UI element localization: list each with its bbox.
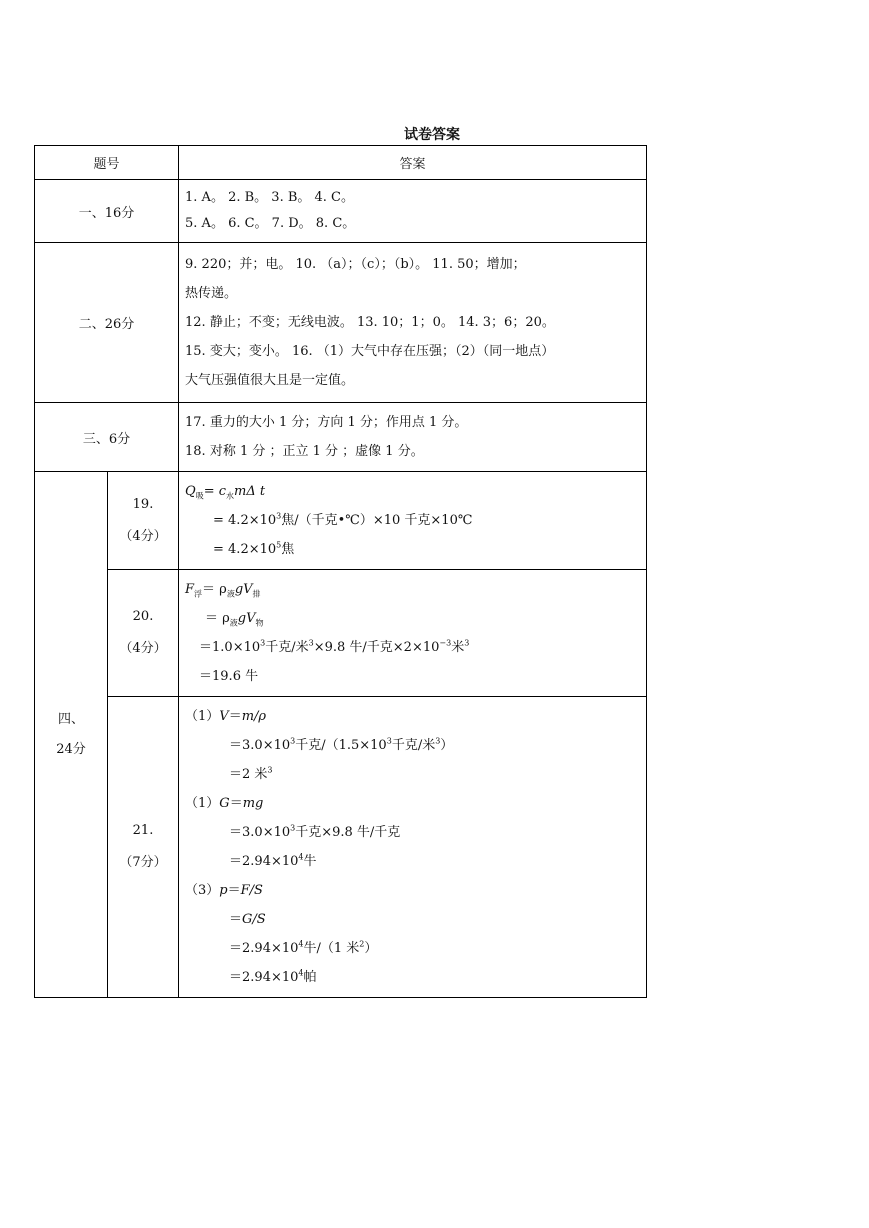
formula-line: （3）p＝F/S xyxy=(185,883,263,898)
question-20-answer xyxy=(179,570,647,697)
formula-line: = $4.2\times 10^5$焦 xyxy=(213,540,295,557)
answer-line: 1. A。 2. B。 3. B。 4. C。 xyxy=(185,190,354,205)
header-question-number: 题号 xyxy=(35,146,179,180)
header-row xyxy=(35,146,647,180)
formula-line: $=2.94\times 10^4$牛/（1 米$^2$） xyxy=(229,939,378,956)
section-1-label: 一、16分 xyxy=(35,180,179,243)
answer-line: 9. 220；并；电。 10. （a）；（c）；（b）。 11. 50；增加； xyxy=(185,257,526,272)
formula-line: ＝ $\rho_液gV_物$ xyxy=(205,611,264,628)
answer-line: 18. 对称 1 分 ；正立 1 分 ；虚像 1 分。 xyxy=(185,444,424,459)
formula-line: ＝G/S xyxy=(229,912,266,927)
answer-line: 15. 变大；变小。 16. （1）大气中存在压强；（2）（同一地点） xyxy=(185,344,555,359)
formula-line: （1）V＝m/ρ xyxy=(185,709,267,724)
answer-line: 17. 重力的大小 1 分；方向 1 分；作用点 1 分。 xyxy=(185,415,468,430)
formula-line: $=3.0\times 10^3$千克×9.8 牛/千克 xyxy=(229,823,401,840)
formula-line: $Q_吸= c_水m\Delta$ t xyxy=(185,484,266,501)
formula-line: $=3.0\times 10^3$千克$/(1.5\times 10^3$千克/米$^3$） xyxy=(229,736,454,753)
formula-line: （1）G＝mg xyxy=(185,796,264,811)
section-2-answers xyxy=(179,243,647,403)
section-1-answers xyxy=(179,180,647,243)
section-3-answers xyxy=(179,403,647,472)
question-21-number: 21. （7分） xyxy=(108,697,179,998)
section-2-row xyxy=(35,243,647,403)
formula-line: $=1.0\times 10^3$千克/米$^3$×9.8 牛/千克$\times 2\times 10^{-3}$米$^3$ xyxy=(199,638,470,655)
header-answer: 答案 xyxy=(179,146,647,180)
question-19-row xyxy=(35,472,647,570)
section-3-row xyxy=(35,403,647,472)
formula-line: $=2.94\times 10^4$帕 xyxy=(229,968,317,985)
section-1-row xyxy=(35,180,647,243)
question-20-row xyxy=(35,570,647,697)
formula-line: $F_浮= \rho_液gV_排$ xyxy=(185,582,261,599)
answer-line: 5. A。 6. C。 7. D。 8. C。 xyxy=(185,216,356,231)
question-19-answer xyxy=(179,472,647,570)
question-21-answer xyxy=(179,697,647,998)
formula-line: $=2.94\times 10^4$牛 xyxy=(229,852,317,869)
formula-line: ＝19.6 牛 xyxy=(199,669,259,684)
formula-line: = $4.2\times 10^3$焦/（千克•℃）×10 千克×10℃ xyxy=(213,511,473,528)
question-21-row xyxy=(35,697,647,998)
answer-line: 大气压强值很大且是一定值。 xyxy=(185,373,355,388)
section-2-label: 二、26分 xyxy=(35,243,179,403)
section-3-label: 三、6分 xyxy=(35,403,179,472)
question-20-number: 20. （4分） xyxy=(108,570,179,697)
answer-line: 热传递。 xyxy=(185,286,238,301)
answer-table xyxy=(34,145,647,998)
page-title: 试卷答案 xyxy=(404,127,460,143)
section-4-label: 四、 24分 xyxy=(35,472,108,998)
answer-line: 12. 静止；不变；无线电波。 13. 10；1；0。 14. 3；6；20。 xyxy=(185,315,555,330)
formula-line: ＝2 米$^3$ xyxy=(229,765,273,782)
question-19-number: 19. （4分） xyxy=(108,472,179,570)
